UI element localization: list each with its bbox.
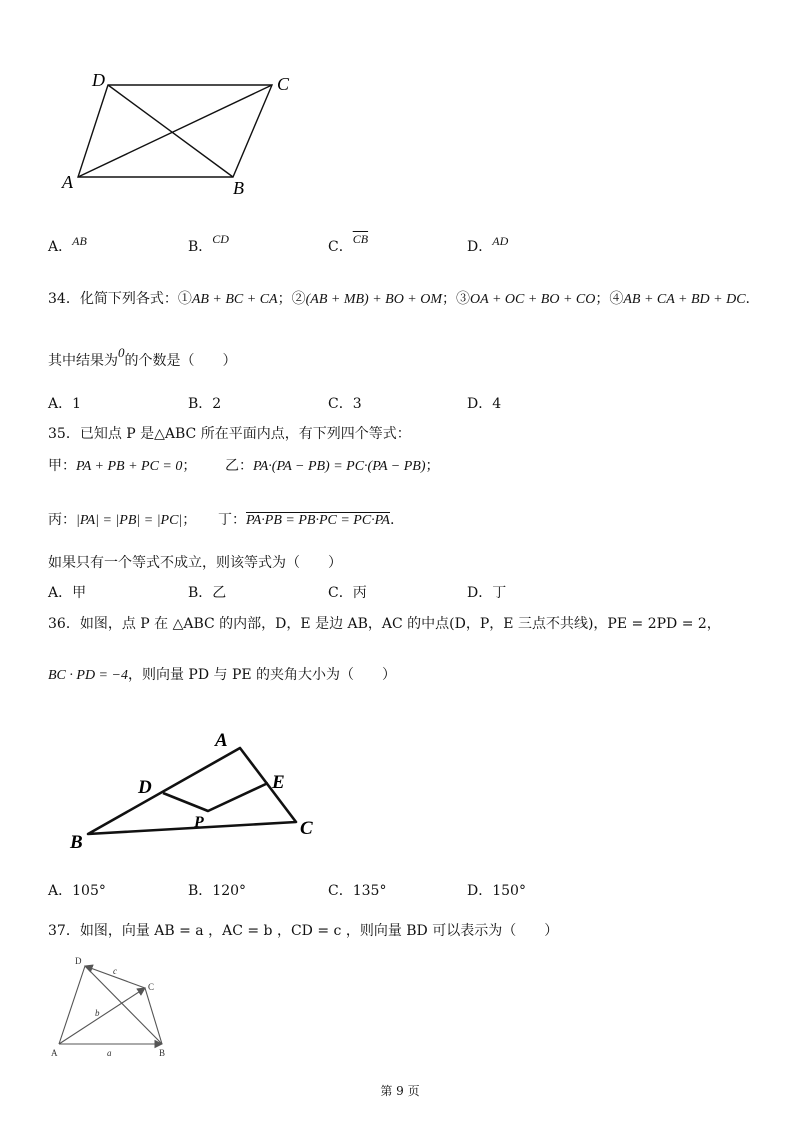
q35-label: 乙： (225, 458, 253, 474)
option-b[interactable] (188, 393, 221, 413)
option-text: 丁 (492, 585, 507, 601)
parallelogram-figure (50, 60, 310, 200)
option-text: 4 (492, 396, 502, 412)
vertex-label-p: P (194, 814, 204, 831)
q34-sep-4: ；④ (595, 291, 624, 307)
option-c[interactable] (328, 393, 362, 413)
option-letter: C． (328, 585, 353, 601)
q34-expr-2: (AB + MB) + BO + OM (305, 292, 443, 307)
q35-statement-ding (218, 509, 394, 529)
q34-expr-4: AB + CA + BD + DC (623, 292, 746, 307)
q35-statement-bing (48, 509, 196, 529)
q35-question: 如果只有一个等式不成立，则该等式为（ ） (48, 555, 342, 571)
option-letter: B． (188, 585, 213, 601)
option-letter: A． (48, 585, 73, 601)
option-math: $\overline{CB}$ (352, 232, 369, 246)
q35-sep: . (389, 512, 395, 528)
vertex-label-b: B (233, 178, 244, 198)
q36-text: ，则向量 PD 与 PE 的夹角大小为（ ） (127, 667, 397, 683)
vertex-label-b: B (159, 1048, 166, 1058)
option-a[interactable] (48, 236, 87, 256)
q35-math: PA·PB = PB·PC = PC·PA (246, 513, 390, 528)
question-36-line2 (48, 664, 396, 684)
question-35-stem: 35．已知点 P 是△ABC 所在平面内点，有下列四个等式： (48, 426, 411, 442)
option-text: 甲 (72, 585, 87, 601)
option-letter: B． (188, 239, 213, 255)
q34-line2-post: 的个数是（ ） (124, 353, 237, 369)
vertex-label-c: C (148, 982, 155, 992)
zero-vector: 0 (118, 345, 125, 360)
quadrilateral-figure (45, 952, 185, 1067)
option-letter: D． (467, 883, 493, 899)
option-text: 乙 (212, 585, 227, 601)
q35-sep: ； (182, 458, 197, 474)
q34-sep-2: ；② (277, 291, 306, 307)
page-number: 第 9 页 (380, 1084, 420, 1098)
q36-math: BC · PD = −4 (48, 668, 128, 683)
q34-prefix: 34．化简下列各式：① (48, 291, 192, 307)
option-c[interactable] (328, 232, 369, 256)
vector-label-a: a (107, 1048, 112, 1058)
option-text: 3 (352, 396, 362, 412)
q34-expr-3: OA + OC + BO + CO (470, 292, 596, 307)
option-letter: A． (48, 396, 73, 412)
option-b[interactable] (188, 582, 226, 602)
option-a[interactable] (48, 393, 81, 413)
vertex-label-c: C (277, 74, 290, 94)
option-letter: B． (188, 883, 213, 899)
triangle-figure (60, 720, 340, 860)
option-text: 2 (212, 396, 222, 412)
vertex-label-d: D (92, 70, 105, 90)
question-36-stem: 36．如图，点 P 在 △ABC 的内部，D，E 是边 AB，AC 的中点(D，P，E 三点不共线)，PE = 2PD = 2， (48, 616, 721, 632)
option-d[interactable] (467, 880, 526, 900)
q35-math: |PA| = |PB| = |PC| (76, 513, 183, 528)
vertex-label-a: A (51, 1048, 58, 1058)
q34-line2-pre: 其中结果为 (48, 353, 118, 369)
q35-statement-yi (225, 455, 439, 475)
q34-end: . (745, 291, 750, 307)
option-letter: C． (328, 239, 353, 255)
option-letter: C． (328, 883, 353, 899)
q35-label: 甲： (48, 458, 76, 474)
vertex-label-d: D (138, 777, 152, 798)
vector-label-c: c (113, 966, 117, 976)
q35-label: 丙： (48, 512, 76, 528)
option-text: 丙 (352, 585, 367, 601)
question-34-line2 (48, 345, 237, 370)
option-a[interactable] (48, 880, 106, 900)
option-text: 135° (352, 883, 387, 899)
option-letter: D． (467, 239, 493, 255)
vertex-label-a: A (62, 172, 73, 192)
question-37-stem: 37．如图，向量 AB = a ，AC = b ，CD = c ，则向量 BD 可以表示为（ ） (48, 923, 559, 939)
option-letter: B． (188, 396, 213, 412)
q35-statement-jia (48, 455, 196, 475)
option-letter: A． (48, 883, 73, 899)
option-c[interactable] (328, 582, 367, 602)
option-d[interactable] (467, 582, 506, 602)
vertex-label-b: B (70, 832, 83, 853)
option-b[interactable] (188, 232, 229, 256)
option-letter: D． (467, 585, 493, 601)
q35-math: PA + PB + PC = 0 (76, 459, 183, 474)
option-math: AD (492, 234, 509, 248)
option-letter: D． (467, 396, 493, 412)
q35-sep: ； (425, 458, 440, 474)
q35-sep: ； (182, 512, 197, 528)
vertex-label-d: D (75, 956, 82, 966)
option-text: 1 (72, 396, 82, 412)
q35-math: PA·(PA − PB) = PC·(PA − PB) (253, 459, 426, 474)
option-d[interactable] (467, 236, 508, 256)
question-34-stem (48, 288, 750, 308)
option-a[interactable] (48, 582, 86, 602)
option-letter: C． (328, 396, 353, 412)
option-letter: A． (48, 239, 73, 255)
q35-label: 丁： (218, 512, 246, 528)
vertex-label-e: E (272, 772, 285, 793)
vector-label-b: b (95, 1008, 100, 1018)
vertex-label-c: C (300, 818, 313, 839)
vertex-label-a: A (215, 730, 228, 751)
option-math: CD (212, 232, 229, 246)
option-d[interactable] (467, 393, 501, 413)
q34-expr-1: AB + BC + CA (191, 292, 278, 307)
option-b[interactable] (188, 880, 246, 900)
option-c[interactable] (328, 880, 386, 900)
option-text: 120° (212, 883, 247, 899)
q34-sep-3: ；③ (442, 291, 471, 307)
option-text: 105° (72, 883, 106, 899)
option-text: 150° (492, 883, 526, 899)
option-math: AB (72, 234, 87, 248)
